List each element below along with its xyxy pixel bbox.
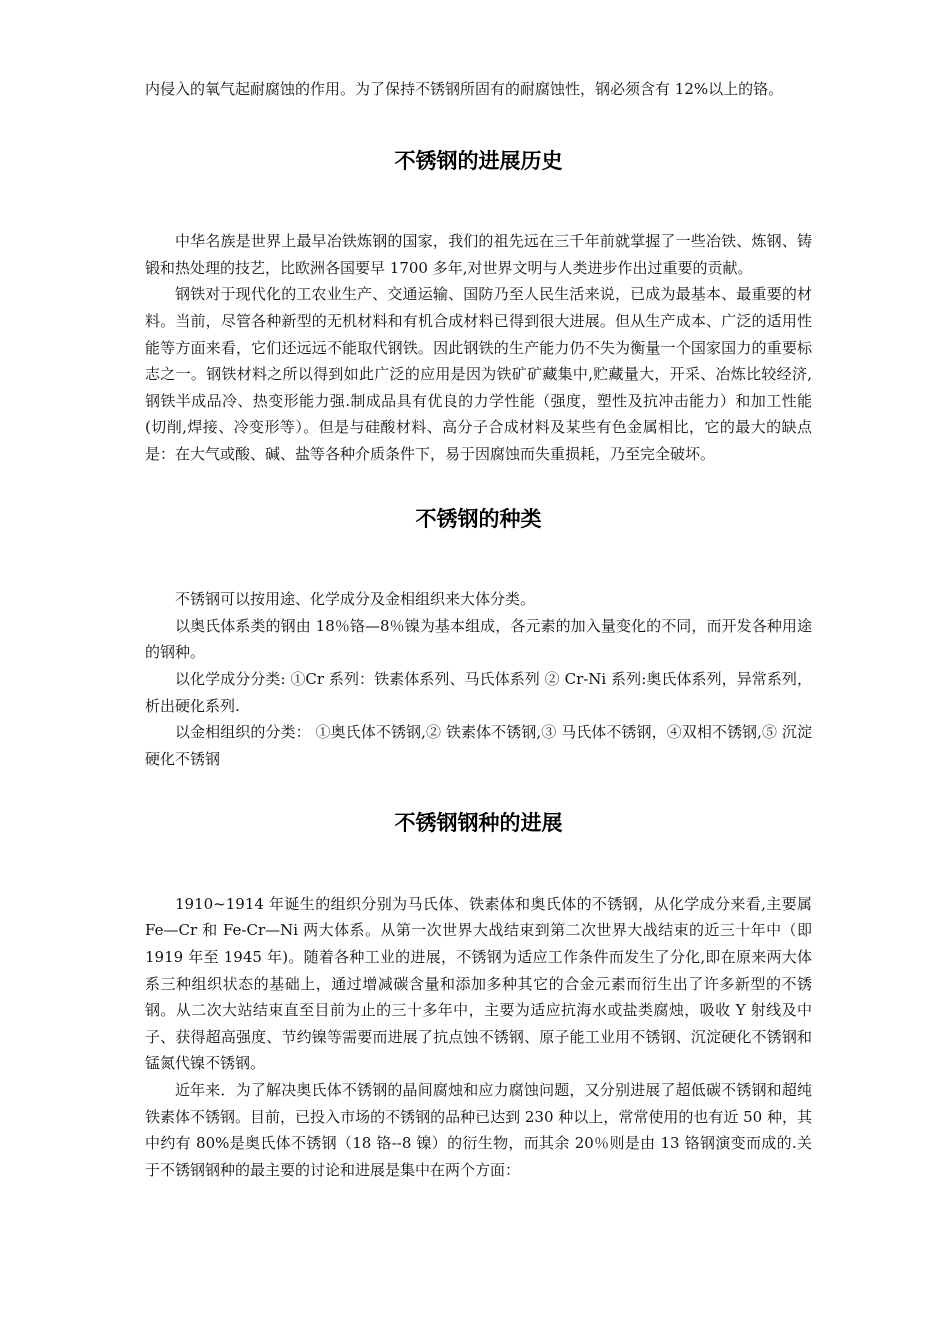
development-paragraph-2: 近年来．为了解决奥氏体不锈钢的晶间腐烛和应力腐蚀问题，又分别进展了超低碳不锈钢和超纯铁素体不锈钢。目前，已投入市场的不锈钢的品种已达到 230 种以上，常常使用的也有近 50 种，其中约有 80%是奥氏体不锈钢（18 铬--8 镍）的衍生物，而其余 20％则是由 13 铬钢演变而成的.关于不锈钢钢种的最主要的讨论和进展是集中在两个方面： (145, 1081, 812, 1179)
document-page (145, 76, 812, 1183)
types-paragraph-1: 不锈钢可以按用途、化学成分及金相组织来大体分类。 (175, 590, 536, 609)
intro-paragraph: 内侵入的氧气起耐腐蚀的作用。为了保持不锈钢所固有的耐腐蚀性，钢必须含有 12%以上的铬。 (145, 80, 784, 98)
types-paragraph-4: 以金相组织的分类： ①奥氏体不锈钢,② 铁素体不锈钢,③ 马氏体不锈钢，④双相不锈钢,⑤ 沉淀硬化不锈钢 (145, 723, 812, 768)
types-paragraph-2: 以奥氏体系类的钢由 18％铬—8％镍为基本组成，各元素的加入量变化的不同，而开发各种用途的钢种。 (145, 616, 812, 662)
section-heading-history: 不锈钢的进展历史 (394, 148, 563, 173)
history-paragraph-2: 钢铁对于现代化的工农业生产、交通运输、国防乃至人民生活来说，已成为最基本、最重要的材料。当前，尽管各种新型的无机材料和有机合成材料已得到很大进展。但从生产成本、广泛的适用性能等方面来看，它们还远远不能取代钢铁。因此钢铁的生产能力仍不失为衡量一个国家国力的重要标志之一。钢铁材料之所以得到如此广泛的应用是因为铁矿矿藏集中,贮藏量大，开采、冶炼比较经济,钢铁半成品冷、热变形能力强.制成品具有优良的力学性能（强度，塑性及抗冲击能力）和加工性能(切削,焊接、冷变形等）。但是与硅酸材料、高分子合成材料及某些有色金属相比，它的最大的缺点是：在大气或酸、碱、盐等各种介质条件下，易于因腐蚀而失重损耗，乃至完全破坏。 (145, 285, 812, 463)
section-heading-types: 不锈钢的种类 (415, 506, 542, 531)
types-paragraph-3: 以化学成分分类: ①Cr 系列：铁素体系列、马氏体系列 ② Cr-Ni 系列:奥氏体系列，异常系列，析出硬化系列. (145, 669, 812, 715)
history-paragraph-1: 中华名族是世界上最早冶铁炼钢的国家，我们的祖先远在三千年前就掌握了一些冶铁、炼钢、铸锻和热处理的技艺，比欧洲各国要早 1700 多年,对世界文明与人类进步作出过重要的贡献。 (145, 232, 812, 277)
development-paragraph-1: 1910~1914 年诞生的组织分别为马氏体、铁素体和奥氏体的不锈钢，从化学成分来看,主要属 Fe—Cr 和 Fe-Cr—Ni 两大体系。从第一次世界大战结束到第二次世界大战结束的近三十年中（即 1919 年至 1945 年)。随着各种工业的进展，不锈钢为适应工作条件而发生了分化,即在原来两大体系三种组织状态的基础上，通过增减碳含量和添加多种其它的合金元素而衍生出了许多新型的不锈钢。从二次大站结束直至目前为止的三十多年中，主要为适应抗海水或盐类腐烛，吸收 Y 射线及中子、获得超高强度、节约镍等需要而进展了抗点蚀不锈钢、原子能工业用不锈钢、沉淀硬化不锈钢和锰氮代镍不锈钢。 (145, 894, 812, 1073)
section-heading-grade-development: 不锈钢钢种的进展 (394, 811, 563, 836)
